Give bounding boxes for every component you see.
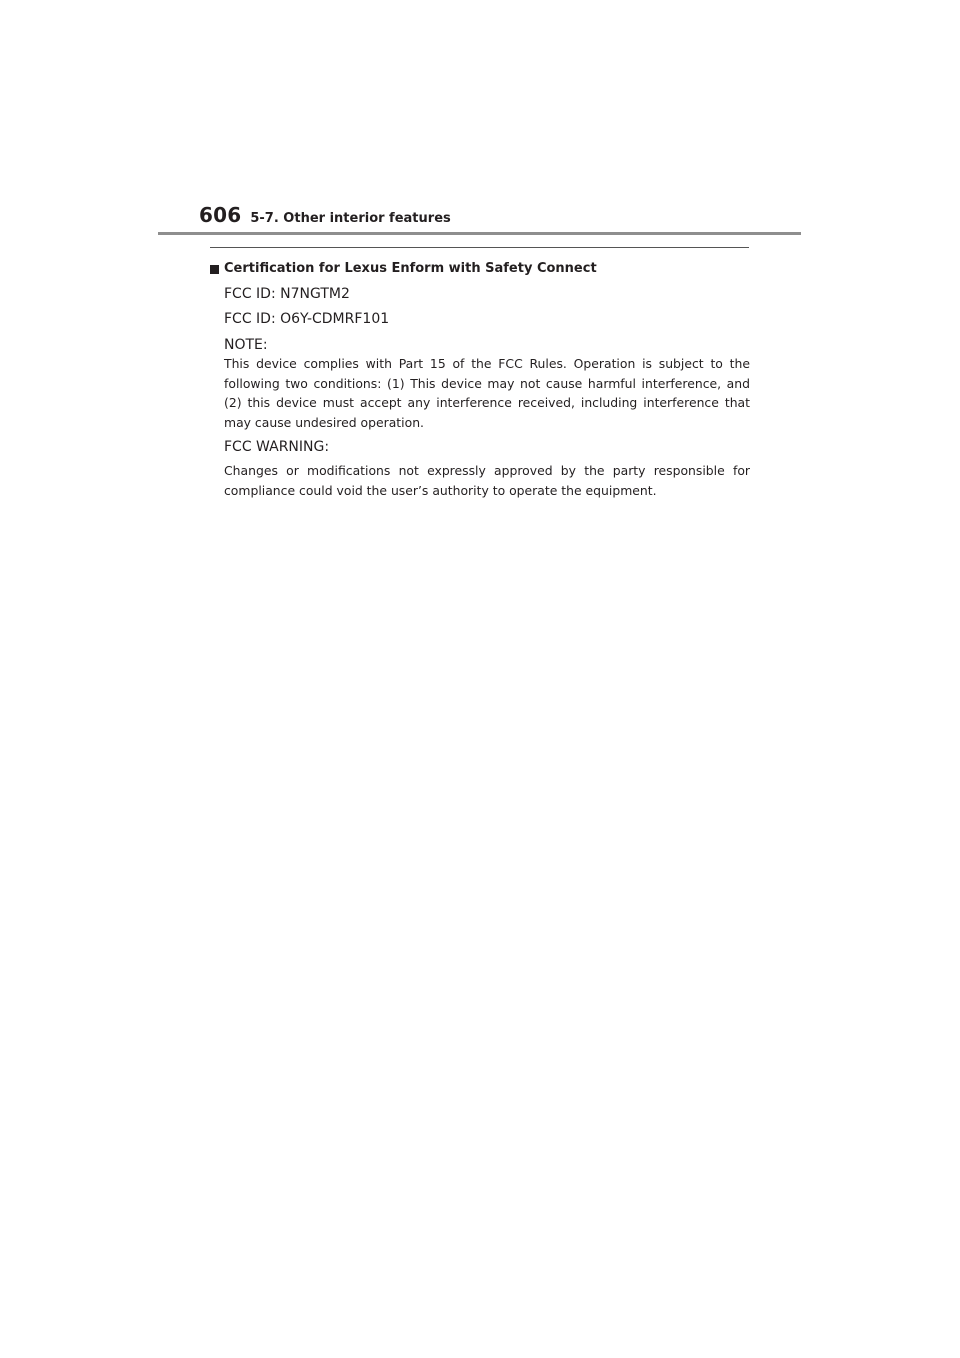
- section-title: 5-7. Other interior features: [250, 211, 451, 226]
- warning-label: FCC WARNING:: [224, 439, 330, 455]
- warning-text: Changes or modifications not expressly approved by the party responsible for compliance could void the user’s authority to operate the equipment.: [224, 463, 750, 498]
- fcc-id-2: FCC ID: O6Y-CDMRF101: [224, 311, 390, 327]
- note-text: This device complies with Part 15 of the FCC Rules. Operation is subject to the following two conditions: (1) This device may not cause harmful interference, and (2) this device must accept any interference received, including interference that may cause undesired operation.: [224, 356, 750, 430]
- heading-text: Certification for Lexus Enform with Safety Connect: [224, 261, 597, 276]
- fcc-id-1: FCC ID: N7NGTM2: [224, 286, 350, 302]
- section-heading: [210, 260, 750, 278]
- header-rule: [158, 232, 801, 235]
- certification-body: [224, 285, 750, 500]
- page-header: [199, 203, 451, 229]
- note-label: NOTE:: [224, 337, 268, 353]
- square-bullet-icon: [210, 265, 219, 274]
- content-divider: [210, 247, 749, 248]
- page-number: 606: [199, 203, 242, 227]
- page-content: [210, 260, 750, 500]
